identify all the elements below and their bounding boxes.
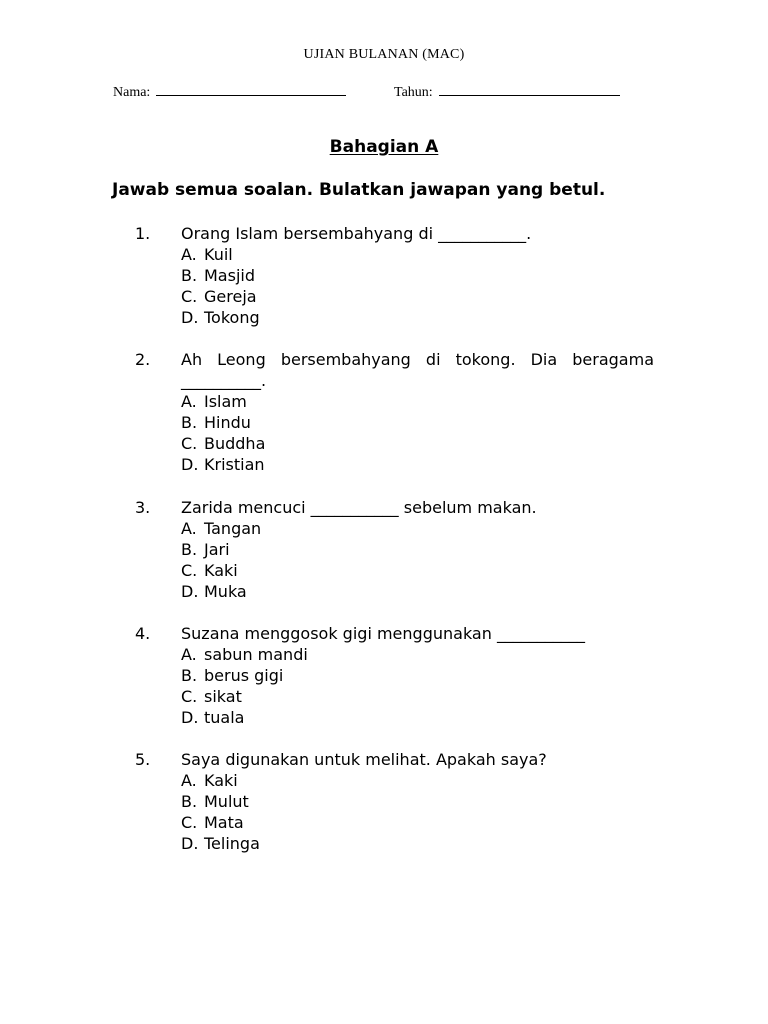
question-number: 4.: [135, 624, 151, 643]
instruction-text: Jawab semua soalan. Bulatkan jawapan yang betul.: [112, 180, 606, 200]
option-a: [181, 244, 654, 265]
option-text: sabun mandi: [204, 645, 308, 664]
name-label: Nama:: [113, 85, 151, 100]
option-letter: D.: [181, 308, 199, 327]
section-heading: Bahagian A: [329, 137, 439, 157]
option-letter: D.: [181, 455, 199, 474]
option-text: Masjid: [204, 266, 255, 285]
question-number: 2.: [135, 350, 151, 369]
year-blank-line: [439, 83, 620, 96]
option-text: Kaki: [204, 561, 238, 580]
option-letter: A.: [181, 771, 197, 790]
question-text: Ah Leong bersembahyang di tokong. Dia beragama __________.: [181, 350, 654, 390]
option-text: Kristian: [204, 455, 265, 474]
question-text: Suzana menggosok gigi menggunakan ___________: [181, 624, 585, 643]
option-a: [181, 391, 654, 412]
question-number: 1.: [135, 224, 151, 243]
name-field: [113, 83, 346, 101]
option-c: [181, 812, 654, 833]
option-c: [181, 686, 654, 707]
question-text: Saya digunakan untuk melihat. Apakah saya?: [181, 750, 547, 769]
option-d: [181, 833, 654, 854]
option-b: [181, 665, 654, 686]
option-letter: B.: [181, 666, 198, 685]
option-d: [181, 307, 654, 328]
option-letter: C.: [181, 434, 198, 453]
option-d: [181, 707, 654, 728]
option-text: Jari: [204, 540, 230, 559]
option-a: [181, 770, 654, 791]
option-text: Kaki: [204, 771, 238, 790]
option-text: tuala: [204, 708, 245, 727]
option-letter: A.: [181, 519, 197, 538]
option-c: [181, 560, 654, 581]
option-text: Kuil: [204, 245, 233, 264]
option-letter: C.: [181, 561, 198, 580]
option-d: [181, 454, 654, 475]
page-title: UJIAN BULANAN (MAC): [303, 47, 465, 62]
option-a: [181, 518, 654, 539]
option-letter: A.: [181, 245, 197, 264]
option-b: [181, 412, 654, 433]
year-field: [394, 83, 620, 101]
option-letter: D.: [181, 834, 199, 853]
option-text: Mulut: [204, 792, 249, 811]
option-letter: B.: [181, 540, 198, 559]
option-text: Tangan: [204, 519, 262, 538]
option-text: sikat: [204, 687, 242, 706]
option-letter: A.: [181, 645, 197, 664]
option-text: Mata: [204, 813, 244, 832]
option-b: [181, 791, 654, 812]
option-c: [181, 286, 654, 307]
option-text: Buddha: [204, 434, 266, 453]
option-letter: B.: [181, 792, 198, 811]
year-label: Tahun:: [394, 85, 433, 100]
option-d: [181, 581, 654, 602]
option-text: Hindu: [204, 413, 251, 432]
option-letter: B.: [181, 266, 198, 285]
option-c: [181, 433, 654, 454]
option-text: Telinga: [204, 834, 260, 853]
option-text: Tokong: [204, 308, 260, 327]
option-letter: C.: [181, 287, 198, 306]
question-number: 5.: [135, 750, 151, 769]
question-text: Orang Islam bersembahyang di ___________.: [181, 224, 532, 243]
option-letter: A.: [181, 392, 197, 411]
option-text: Muka: [204, 582, 247, 601]
question-text: Zarida mencuci ___________ sebelum makan.: [181, 498, 537, 517]
option-letter: C.: [181, 687, 198, 706]
name-blank-line: [156, 83, 346, 96]
option-a: [181, 644, 654, 665]
option-letter: D.: [181, 582, 199, 601]
option-letter: D.: [181, 708, 199, 727]
option-letter: B.: [181, 413, 198, 432]
option-letter: C.: [181, 813, 198, 832]
option-text: Islam: [204, 392, 247, 411]
option-b: [181, 539, 654, 560]
option-b: [181, 265, 654, 286]
option-text: Gereja: [204, 287, 257, 306]
option-text: berus gigi: [204, 666, 284, 685]
question-number: 3.: [135, 498, 151, 517]
